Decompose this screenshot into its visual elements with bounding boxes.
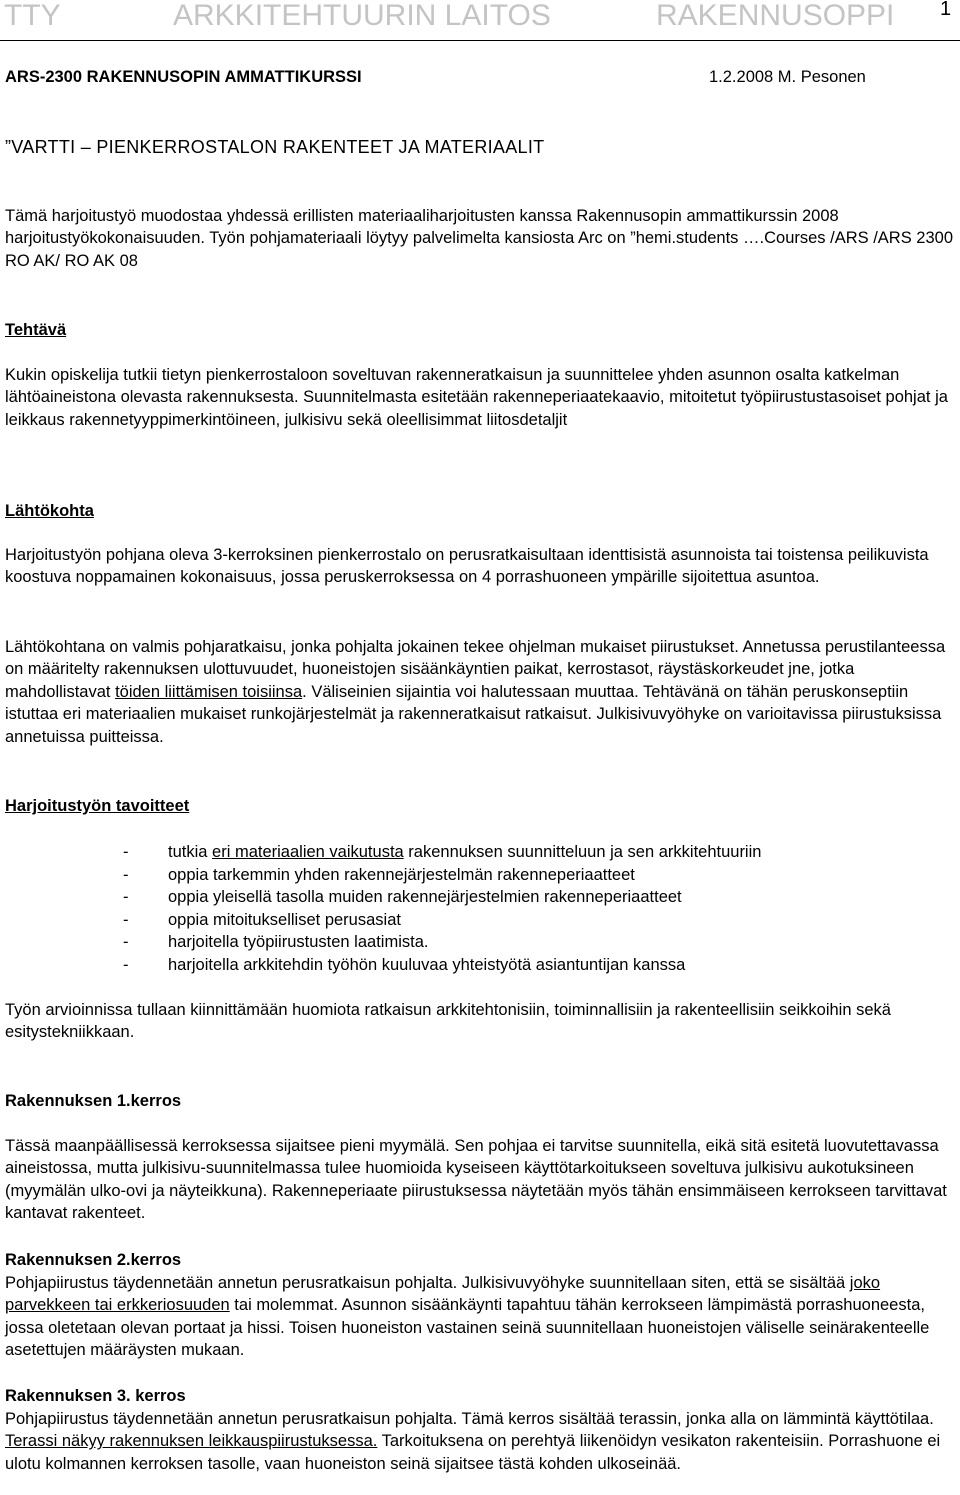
header-subject: RAKENNUSOPPI xyxy=(656,0,895,32)
heading-lahtokohta: Lähtökohta xyxy=(5,502,94,520)
course-code-title: ARS-2300 RAKENNUSOPIN AMMATTIKURSSI xyxy=(5,68,362,86)
list-item-text-pre: tutkia xyxy=(168,843,213,861)
date-author: 1.2.2008 M. Pesonen xyxy=(709,68,866,86)
list-item-text: harjoitella työpiirustusten laatimista. xyxy=(168,933,429,951)
list-dash: - xyxy=(123,865,129,884)
kerros-2-text-a: Pohjapiirustus täydennetään annetun perusratkaisun pohjalta. Julkisivuvyöhyke suunnitellaan siten, että se sisältää xyxy=(5,1274,850,1292)
kerros-3-text-a: Pohjapiirustus täydennetään annetun perusratkaisun pohjalta. Tämä kerros sisältää terassin, jonka alla on lämmintä käyttötilaa. xyxy=(5,1410,934,1428)
doc-title: ”VARTTI – PIENKERROSTALON RAKENTEET JA MATERIAALIT xyxy=(5,137,545,157)
header-department: ARKKITEHTUURIN LAITOS xyxy=(173,0,551,32)
list-item-text: harjoitella arkkitehdin työhön kuuluvaa yhteistyötä asiantuntijan kanssa xyxy=(168,955,686,974)
list-dash: - xyxy=(123,955,129,974)
lahtokohta-p2-underlined: töiden liittämisen toisiinsa xyxy=(115,682,303,701)
lahtokohta-p2-text-a: Lähtökohtana on valmis pohjaratkaisu, jonka pohjalta jokainen tekee ohjelman mukaiset piirustukset. Annetussa perustilanteessa on määritelty rakennuksen ulottuvuudet, huoneistojen sisäänkäyntien paikat, kerrostasot, räystäskorkeudet jne, jotka mahdollistavat xyxy=(5,638,946,701)
heading-kerros-1: Rakennuksen 1.kerros xyxy=(5,1092,182,1110)
list-dash: - xyxy=(123,910,129,929)
arviointi-paragraph: Työn arvioinnissa tullaan kiinnittämään huomiota ratkaisun arkkitehtonisiin, toiminnallisiin ja rakenteellisiin seikkoihin sekä esitystekniikkaan. xyxy=(5,1001,891,1042)
list-dash: - xyxy=(123,933,129,951)
heading-tavoitteet: Harjoitustyön tavoitteet xyxy=(5,797,190,815)
kerros-3-paragraph xyxy=(5,1408,955,1475)
kerros-2-paragraph xyxy=(5,1272,955,1362)
kerros-3-underlined: Terassi näkyy rakennuksen leikkauspiirustuksessa. xyxy=(5,1432,378,1451)
list-dash: - xyxy=(123,843,129,861)
list-dash: - xyxy=(123,888,129,906)
kerros-1-paragraph: Tässä maanpäällisessä kerroksessa sijaitsee pieni myymälä. Sen pohjaa ei tarvitse suunnitella, eikä sitä esitetä luovutettavassa aineistossa, mutta julkisivu-suunnitelmassa tulee huomioida kyseiseen käyttötarkoitukseen soveltuva julkisivu aukotuksineen (myymälän ulko-ovi ja näyteikkuna). Rakenneperiaate piirustuksessa näytetään myös tähän ensimmäiseen kerrokseen tarvittavat kantavat rakenteet. xyxy=(5,1137,947,1223)
list-item-text: oppia mitoitukselliset perusasiat xyxy=(168,910,401,929)
page-header xyxy=(0,0,960,41)
heading-kerros-3: Rakennuksen 3. kerros xyxy=(5,1387,186,1405)
kerros-2-underlined: joko parvekkeen tai erkkeriosuuden xyxy=(5,1274,881,1315)
header-dept: TTY xyxy=(4,0,61,32)
list-item-text: oppia yleisellä tasolla muiden rakennejärjestelmien rakenneperiaatteet xyxy=(168,888,682,906)
tehtava-paragraph: Kukin opiskelija tutkii tietyn pienkerrostaloon soveltuvan rakenneratkaisun ja suunnittelee yhden asunnon osalta katkelman lähtöaineistona olevasta rakennuksesta. Suunnitelmasta esitetään rakenneperiaatekaavio, mitoitetut työpiirustustasoiset pohjat ja leikkaus rakennetyyppimerkintöineen, julkisivu sekä oleellisimmat liitosdetaljit xyxy=(5,366,948,429)
list-item-text: oppia tarkemmin yhden rakennejärjestelmän rakenneperiaatteet xyxy=(168,865,635,884)
list-item-text-post: rakennuksen suunnitteluun ja sen arkkitehtuuriin xyxy=(403,843,762,861)
list-item-underlined: eri materiaalien vaikutusta xyxy=(212,843,404,861)
kerros-2-text-b: tai molemmat. Asunnon sisäänkäynti tapahtuu tähän kerrokseen lämpimästä porrashuoneesta, jossa oletetaan olevan portaat ja hissi. Toisen huoneiston vastainen seinä suunnitellaan huoneistojen väliselle seinärakenteelle asetettujen määräysten mukaan. xyxy=(5,1296,930,1360)
lahtokohta-p2-text-b: . Väliseinien sijaintia voi halutessaan muuttaa. Tehtävänä on tähän peruskonseptiin istuttaa eri materiaalien mukaiset runkojärjestelmät ja rakenneratkaisut ratkaisut. Julkisivuvyöhyke on varioitavissa piirustuksissa annetuissa puitteissa. xyxy=(5,682,942,746)
lahtokohta-paragraph-2 xyxy=(5,636,955,748)
intro-paragraph: Tämä harjoitustyö muodostaa yhdessä erillisten materiaaliharjoitusten kanssa Rakennusopin ammattikurssin 2008 harjoitustyökokonaisuuden. Työn pohjamateriaali löytyy palvelimelta kansiosta Arc on ”hemi.students ….Courses /ARS /ARS 2300 RO AK/ RO AK 08 xyxy=(5,207,954,270)
lahtokohta-paragraph-1: Harjoitustyön pohjana oleva 3-kerroksinen pienkerrostalo on perusratkaisultaan identtisistä asunnoista tai toistensa peilikuvista koostuva noppamainen kokonaisuus, jossa peruskerroksessa on 4 porrashuoneen ympärille sijoitettua asuntoa. xyxy=(5,546,929,587)
heading-tehtava: Tehtävä xyxy=(5,321,67,339)
kerros-3-text-b: Tarkoituksena on perehtyä liikenöidyn vesikaton rakenteisiin. Porrashuone ei ulotu kolmannen kerroksen tasolle, vaan huoneiston seinä sijaitsee tästä kohden ulkoseinää. xyxy=(5,1432,941,1473)
page-number: 1 xyxy=(940,0,952,20)
heading-kerros-2: Rakennuksen 2.kerros xyxy=(5,1251,182,1269)
